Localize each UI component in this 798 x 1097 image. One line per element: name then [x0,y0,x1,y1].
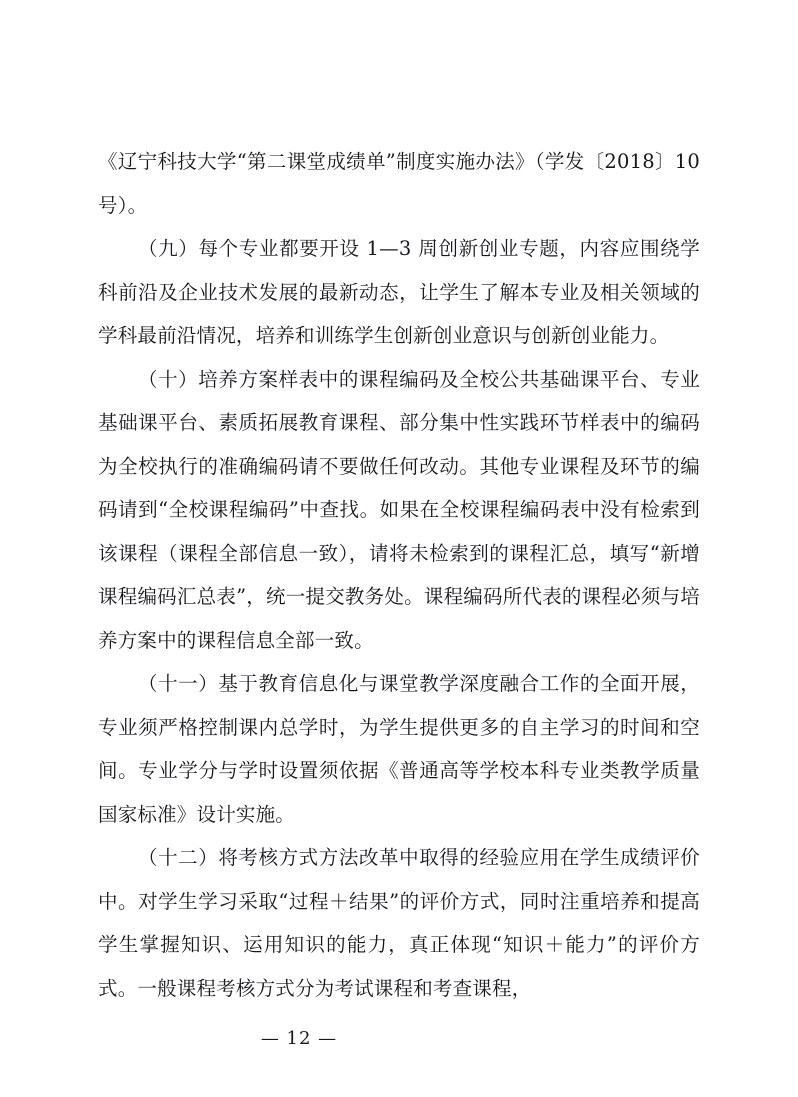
paragraph-item-twelve: （十二）将考核方式方法改革中取得的经验应用在学生成绩评价中。对学生学习采取“过程＋结果”的评价方式，同时注重培养和提高学生掌握知识、运用知识的能力，真正体现“知识＋能力”的评价方式。一般课程考核方式分为考试课程和考查课程， [98,846,700,1000]
document-body [98,140,700,1010]
page-number: — 12 — [260,1028,338,1049]
paragraph-item-eleven: （十一）基于教育信息化与课堂教学深度融合工作的全面开展，专业须严格控制课内总学时，为学生提供更多的自主学习的时间和空间。专业学分与学时设置须依据《普通高等学校本科专业类教学质量国家标准》设计实施。 [98,672,700,826]
paragraph-intro: 《辽宁科技大学“第二课堂成绩单”制度实施办法》（学发〔2018〕10 号）。 [98,150,700,217]
page-footer [0,1028,798,1049]
paragraph-item-ten: （十）培养方案样表中的课程编码及全校公共基础课平台、专业基础课平台、素质拓展教育课程、部分集中性实践环节样表中的编码为全校执行的准确编码请不要做任何改动。其他专业课程及环节的编码请到“全校课程编码”中查找。如果在全校课程编码表中没有检索到该课程（课程全部信息一致），请将未检索到的课程汇总，填写“新增课程编码汇总表”，统一提交教务处。课程编码所代表的课程必须与培养方案中的课程信息全部一致。 [98,367,700,652]
paragraph-item-nine: （九）每个专业都要开设 1—3 周创新创业专题，内容应围绕学科前沿及企业技术发展的最新动态，让学生了解本专业及相关领域的学科最前沿情况，培养和训练学生创新创业意识与创新创业能力。 [98,237,700,347]
